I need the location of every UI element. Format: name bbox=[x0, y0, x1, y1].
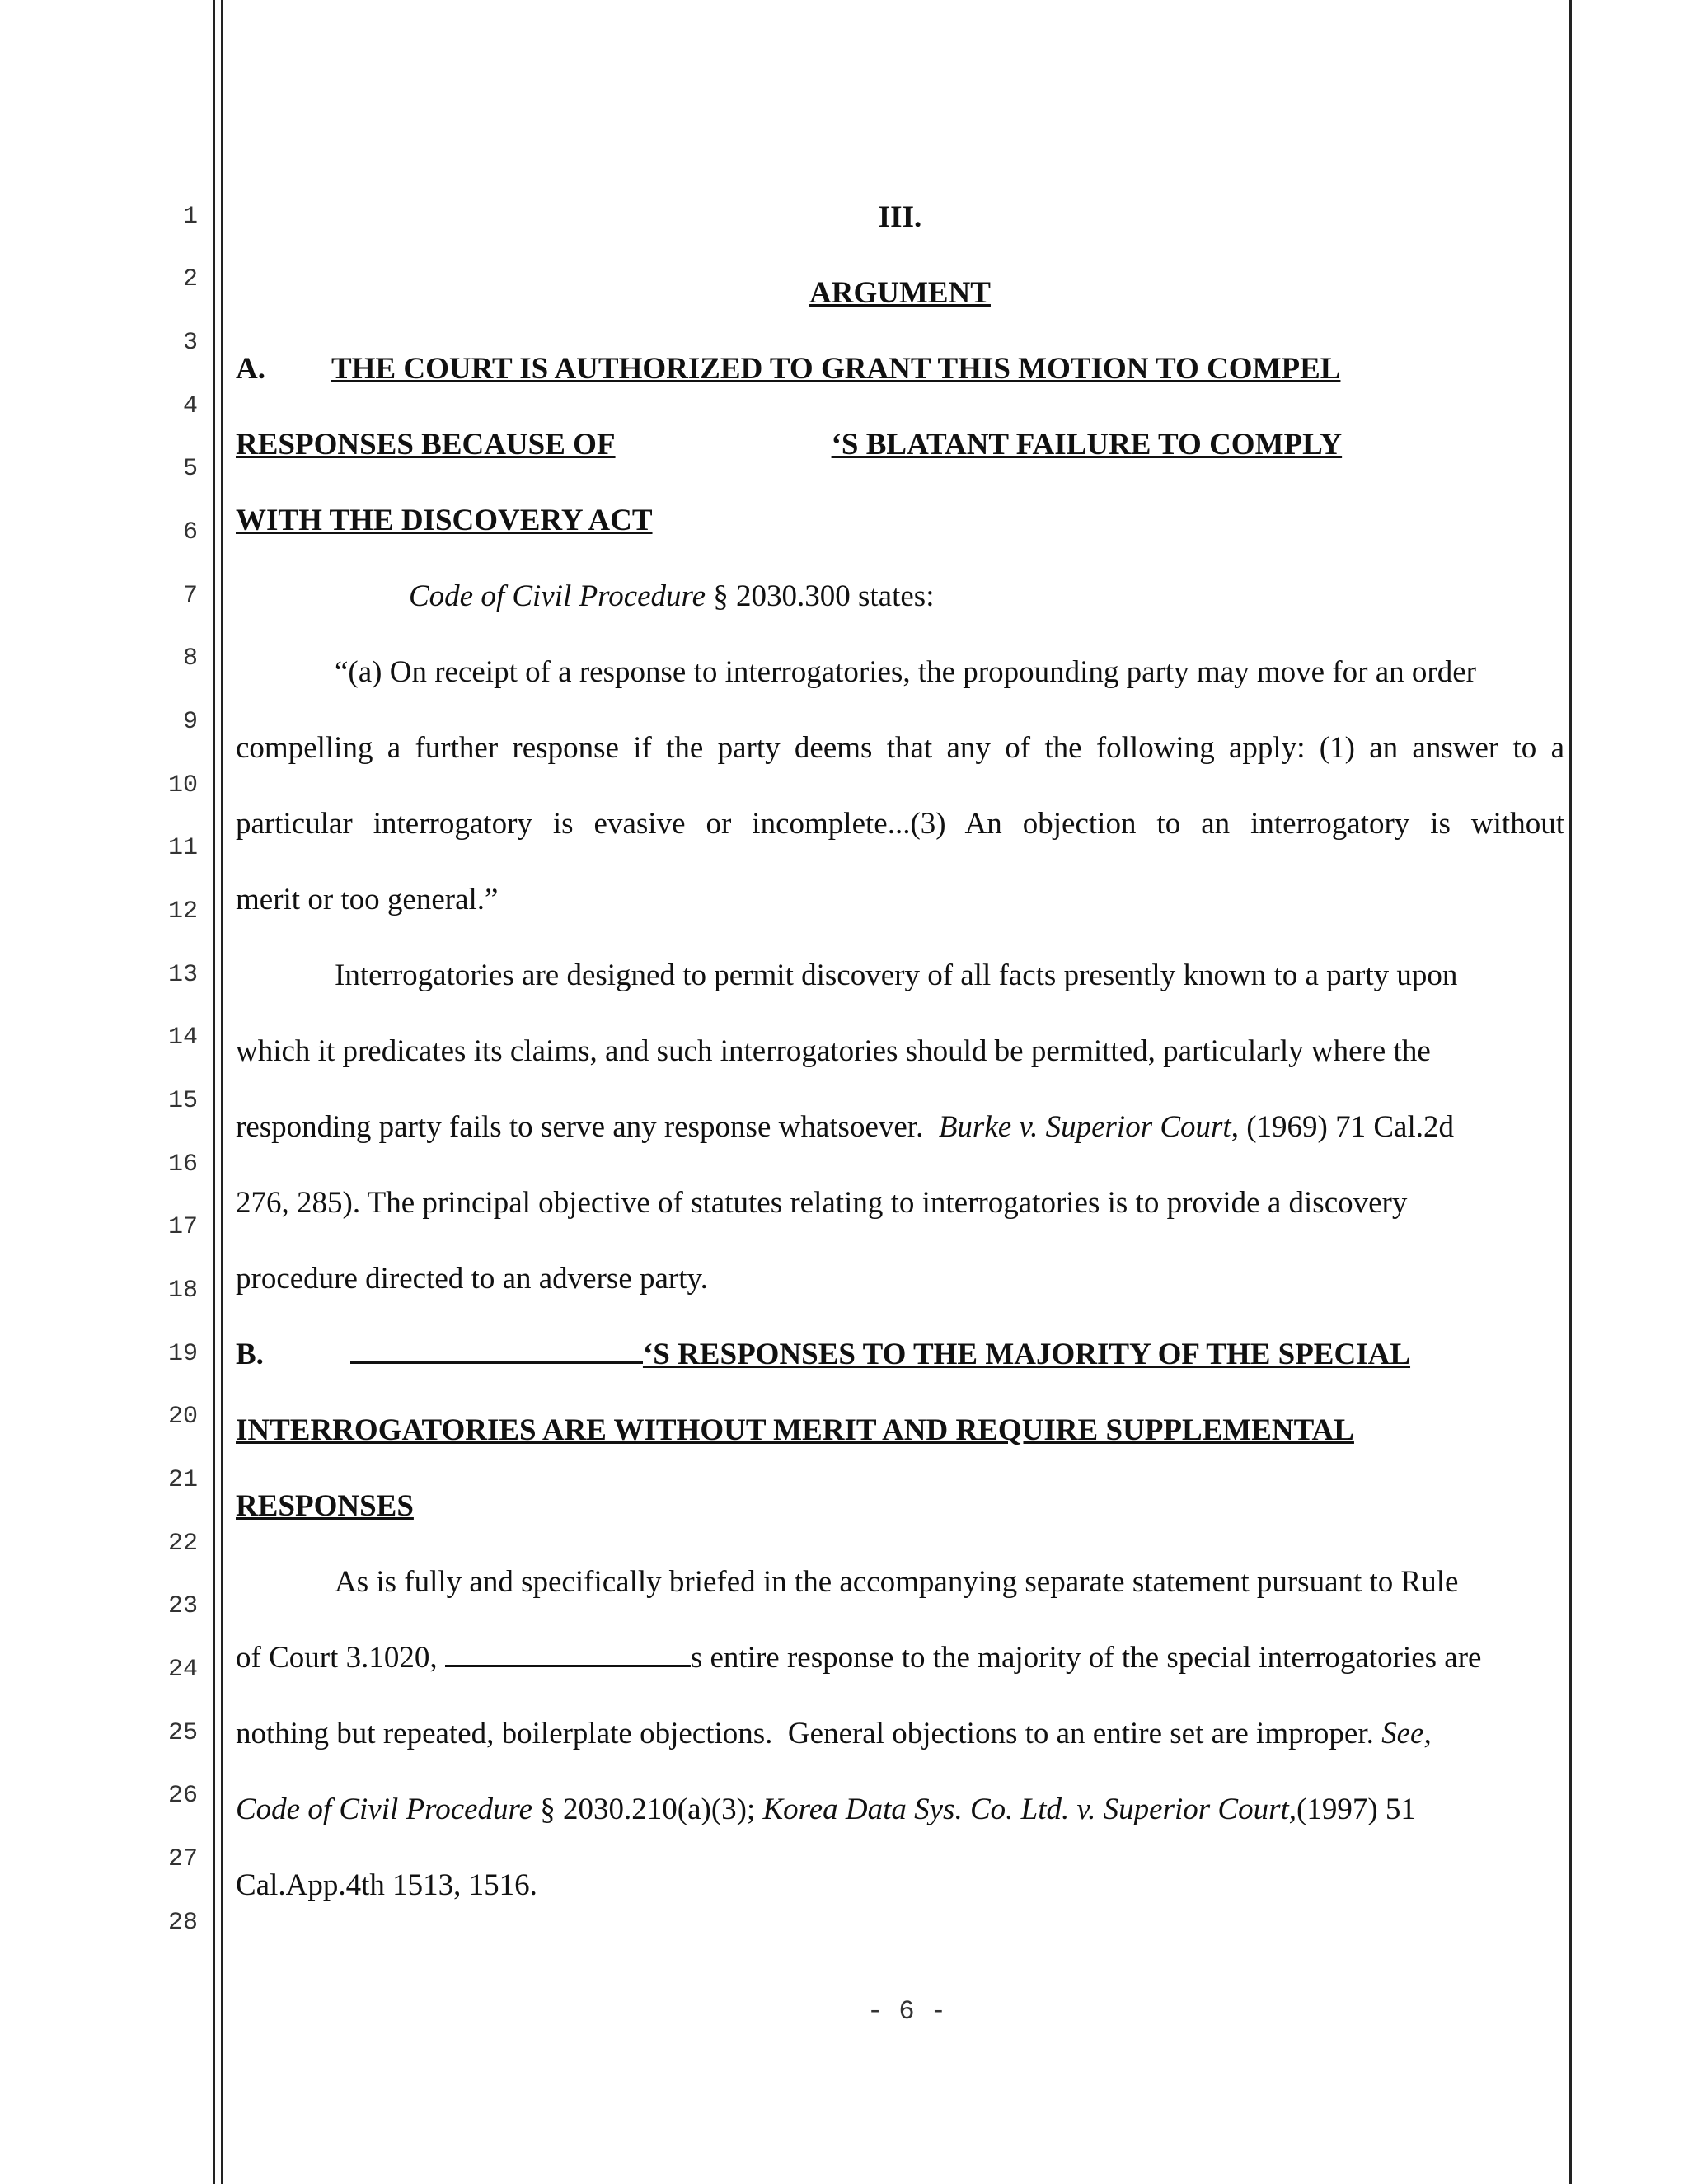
line-number: 8 bbox=[182, 644, 198, 673]
line-number: 18 bbox=[167, 1277, 198, 1305]
para1-line-1: Interrogatories are designed to permit discovery of all facts presently known to a party upon bbox=[335, 958, 1458, 992]
party-name-blank bbox=[445, 1664, 691, 1667]
para1-line-4: 276, 285). The principal objective of statutes relating to interrogatories is to provide a discovery bbox=[236, 1186, 1408, 1220]
heading-b-line-1 bbox=[236, 1337, 1410, 1372]
quote-line-1: “(a) On receipt of a response to interrogatories, the propounding party may move for an order bbox=[335, 655, 1476, 689]
heading-a-line-1 bbox=[236, 351, 1340, 387]
para2-line-1: As is fully and specifically briefed in the accompanying separate statement pursuant to Rule bbox=[335, 1565, 1459, 1599]
korea-case-citation: Korea Data Sys. Co. Ltd. v. Superior Court, bbox=[762, 1793, 1297, 1826]
code-citation: Code of Civil Procedure bbox=[236, 1793, 532, 1826]
line-number: 19 bbox=[167, 1340, 198, 1368]
para2-line-4-end: (1997) 51 bbox=[1296, 1793, 1416, 1826]
quote-line-2: compelling a further response if the party deems that any of the following apply: (1) an answer to a bbox=[236, 731, 1564, 765]
line-number: 3 bbox=[182, 329, 198, 357]
para2-line-4-mid: § 2030.210(a)(3); bbox=[532, 1793, 763, 1826]
heading-b-line-3: RESPONSES bbox=[236, 1489, 414, 1523]
line-number: 27 bbox=[167, 1845, 198, 1873]
heading-a-letter: A. bbox=[236, 352, 265, 386]
code-citation: Code of Civil Procedure bbox=[409, 579, 706, 613]
line-number: 13 bbox=[167, 961, 198, 989]
heading-a-line-2 bbox=[236, 427, 1342, 462]
heading-b-line-2: INTERROGATORIES ARE WITHOUT MERIT AND REQUIRE SUPPLEMENTAL bbox=[236, 1413, 1354, 1447]
line-number: 23 bbox=[167, 1592, 198, 1620]
para1-line-3-start: responding party fails to serve any response whatsoever. bbox=[236, 1110, 939, 1144]
line-number: 6 bbox=[182, 518, 198, 546]
line-number: 1 bbox=[182, 203, 198, 231]
line-number: 11 bbox=[167, 834, 198, 862]
line-number: 9 bbox=[182, 708, 198, 736]
line-number: 28 bbox=[167, 1909, 198, 1937]
line-number: 5 bbox=[182, 455, 198, 483]
heading-b-letter: B. bbox=[236, 1338, 264, 1371]
line-number: 4 bbox=[182, 392, 198, 420]
page-number: - 6 - bbox=[866, 1996, 946, 2027]
section-number: III. bbox=[878, 200, 922, 234]
line-number: 22 bbox=[167, 1530, 198, 1558]
para2-line-3 bbox=[236, 1716, 1432, 1751]
quote-line-3: particular interrogatory is evasive or incomplete...(3) An objection to an interrogatory is without bbox=[236, 807, 1564, 841]
para2-line-2-end: s entire response to the majority of the special interrogatories are bbox=[690, 1641, 1482, 1675]
line-number: 7 bbox=[182, 582, 198, 610]
see-signal: See, bbox=[1381, 1717, 1432, 1750]
code-citation-rest: § 2030.300 states: bbox=[706, 579, 935, 613]
para1-line-3-end: , (1969) 71 Cal.2d bbox=[1231, 1110, 1454, 1144]
para1-line-3 bbox=[236, 1109, 1454, 1145]
heading-a-line-2-start: RESPONSES BECAUSE OF bbox=[236, 428, 616, 462]
line-number: 15 bbox=[167, 1087, 198, 1115]
left-margin-rule-inner bbox=[221, 0, 223, 2184]
line-number: 12 bbox=[167, 898, 198, 926]
code-citation-intro bbox=[409, 579, 934, 614]
line-number: 20 bbox=[167, 1403, 198, 1431]
para2-line-4 bbox=[236, 1792, 1416, 1827]
para1-line-2: which it predicates its claims, and such interrogatories should be permitted, particularly where the bbox=[236, 1034, 1431, 1068]
line-number: 16 bbox=[167, 1151, 198, 1179]
right-margin-rule bbox=[1569, 0, 1572, 2184]
burke-case-citation: Burke v. Superior Court bbox=[938, 1110, 1231, 1144]
section-title: ARGUMENT bbox=[809, 276, 991, 310]
quote-line-4: merit or too general.” bbox=[236, 883, 499, 916]
para2-line-2 bbox=[236, 1640, 1481, 1675]
line-number: 24 bbox=[167, 1656, 198, 1684]
para2-line-3-start: nothing but repeated, boilerplate objections. General objections to an entire set are improper. bbox=[236, 1717, 1382, 1750]
para1-line-5: procedure directed to an adverse party. bbox=[236, 1262, 708, 1296]
heading-a-line-3: WITH THE DISCOVERY ACT bbox=[236, 504, 653, 537]
heading-b-line-1-end: ‘S RESPONSES TO THE MAJORITY OF THE SPECIAL bbox=[642, 1338, 1411, 1371]
para2-line-2-start: of Court 3.1020, bbox=[236, 1641, 445, 1675]
line-number: 25 bbox=[167, 1719, 198, 1747]
line-number: 17 bbox=[167, 1213, 198, 1241]
line-number: 21 bbox=[167, 1466, 198, 1494]
line-number: 10 bbox=[167, 771, 198, 799]
line-number: 14 bbox=[167, 1024, 198, 1052]
line-number: 2 bbox=[182, 265, 198, 293]
left-margin-rule-outer bbox=[213, 0, 215, 2184]
para2-line-5: Cal.App.4th 1513, 1516. bbox=[236, 1868, 537, 1902]
line-number: 26 bbox=[167, 1782, 198, 1810]
party-name-blank bbox=[350, 1361, 643, 1364]
heading-a-line-2-end: ‘S BLATANT FAILURE TO COMPLY bbox=[831, 428, 1343, 462]
heading-a-text: THE COURT IS AUTHORIZED TO GRANT THIS MOTION TO COMPEL bbox=[331, 352, 1341, 386]
